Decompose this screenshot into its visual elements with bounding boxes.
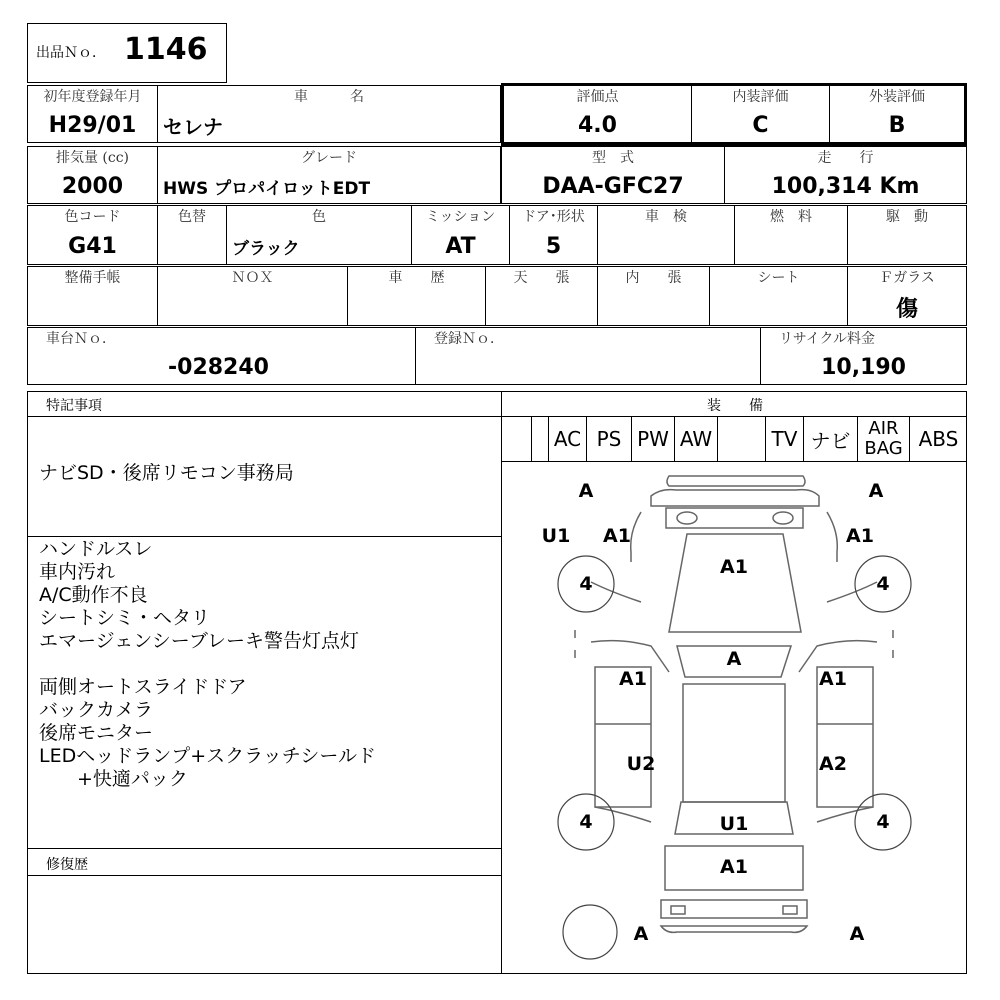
damage-rear-right: A [849,923,865,945]
maintenance-value [28,289,157,325]
model-label: 型 式 [592,150,634,166]
note-line: LEDヘッドランプ+スクラッチシールド [39,745,377,767]
note-line: 車内汚れ [39,561,116,583]
equipment-ps: PS [586,416,631,462]
equipment-pw: PW [631,416,674,462]
history-value [348,289,485,325]
lot-number: 1146 [124,32,208,67]
recycle-cell [760,327,967,385]
front-glass-cell [847,266,967,326]
nox-cell [157,266,348,326]
rear-bumper [661,900,807,918]
color-code-value: G41 [68,233,117,259]
note-line [39,653,376,676]
interior-trim-cell [597,266,710,326]
spare-tire [563,905,617,959]
damage-left-rear-door: U2 [626,753,656,775]
equipment-blank-1 [531,416,548,462]
color-label: 色 [312,209,326,225]
rear-lamp-left [671,906,685,914]
door-value: 5 [545,233,562,259]
registration-label: 登録Ｎｏ． [434,331,504,347]
seat-cell [709,266,848,326]
history-cell [347,266,486,326]
color-change-value [158,228,226,264]
special-notes-list [39,538,376,791]
recycle-value: 10,190 [821,354,906,380]
damage-right-rear-door: A2 [819,753,847,775]
equipment-header [501,391,967,417]
mileage-value: 100,314 Km [771,173,920,199]
model-cell [501,146,725,204]
damage-back-door: A1 [720,856,748,878]
interior-grade-value: C [752,112,769,138]
first-registration-label: 初年度登録年月 [43,89,142,105]
hood [669,534,801,632]
equipment-airbag: AIR BAG [857,416,909,462]
mileage-cell [724,146,967,204]
front-bumper [651,490,819,506]
mission-cell [411,205,510,265]
score-label: 評価点 [576,89,619,105]
registration-value [416,350,760,384]
tire-value-front-right: 4 [876,573,890,595]
damage-left-front-a: A1 [603,525,631,547]
damage-left-front-u: U1 [541,525,571,547]
grade-cell [157,146,501,204]
lot-label: 出品Ｎｏ． [36,45,106,61]
drive-cell [847,205,967,265]
nox-label: ＮＯＸ [231,270,274,286]
drive-value [848,228,966,264]
seat-value [710,289,847,325]
car-name-label: 車 名 [294,89,364,105]
inspection-value [598,228,734,264]
door-label: ドア･形状 [522,209,585,225]
rear-step [661,926,807,932]
color-value: ブラック [232,238,300,259]
drive-label: 駆 動 [886,209,928,225]
equipment-aw: AW [674,416,717,462]
chassis-label: 車台Ｎｏ． [46,331,116,347]
note-line: エマージェンシーブレーキ警告灯点灯 [39,630,360,652]
interior-grade-label: 内装評価 [732,89,789,105]
repair-history-header [27,848,502,876]
equipment-ac: AC [548,416,586,462]
tire-value-rear-right: 4 [876,811,890,833]
equipment-tv: TV [765,416,803,462]
grade-label: グレード [301,150,357,166]
color-code-label: 色コード [64,209,121,225]
tire-value-rear-left: 4 [579,811,593,833]
history-label: 車 歴 [388,270,445,286]
displacement-label: 排気量 (cc) [55,150,130,166]
lot-box [27,23,227,83]
interior-trim-value [598,289,709,325]
roof-label: 天 張 [513,270,570,286]
score-cell [503,85,692,143]
special-notes-first-line: ナビSD・後席リモコン事務局 [39,462,294,484]
damage-left-front-door: A1 [619,668,647,690]
interior-grade-cell [691,85,830,143]
maintenance-label: 整備手帳 [64,270,121,286]
special-notes-label: 特記事項 [46,398,102,414]
exterior-grade-cell [829,85,965,143]
rear-lamp-right [783,906,797,914]
maintenance-cell [27,266,158,326]
note-line: バックカメラ [39,699,154,721]
front-glass-label: Ｆガラス [879,270,935,286]
roof-cell [485,266,598,326]
roof-value [486,289,597,325]
damage-hood: A1 [720,556,748,578]
roof [683,684,785,802]
first-registration-value: H29/01 [48,112,137,138]
equipment-blank-2 [717,416,765,462]
note-line: シートシミ・ヘタリ [39,607,211,629]
color-cell [226,205,412,265]
fuel-cell [734,205,848,265]
door-cell [509,205,598,265]
special-notes-header [27,391,502,417]
damage-windshield: A [726,648,742,670]
note-line: 後席モニター [39,722,154,744]
nox-value [158,289,347,325]
chassis-cell [27,327,416,385]
grille [666,508,803,528]
inspection-cell [597,205,735,265]
equipment-navi: ナビ [803,416,857,462]
fuel-label: 燃 料 [770,209,812,225]
damage-right-front-door: A1 [819,668,847,690]
repair-history-label: 修復歴 [46,857,88,873]
interior-trim-label: 内 張 [625,270,682,286]
displacement-cell [27,146,158,204]
car-name-cell [157,85,501,143]
damage-rear-left: A [633,923,649,945]
color-code-cell [27,205,158,265]
fuel-value [735,228,847,264]
note-line: +快適パック [39,768,188,790]
damage-right-front-a: A1 [846,525,874,547]
score-value: 4.0 [578,112,617,138]
damage-front-left: A [578,480,594,502]
inspection-label: 車 検 [645,209,687,225]
registration-cell [415,327,761,385]
chassis-value: -028240 [168,354,269,380]
color-change-label: 色替 [178,209,206,225]
equipment-abs: ABS [909,416,967,462]
damage-rear-glass: U1 [719,813,749,835]
note-line: 両側オートスライドドア [39,676,247,698]
exterior-grade-value: B [888,112,906,138]
seat-label: シート [757,270,800,286]
special-notes-divider [27,536,502,537]
equipment-label: 装 備 [707,398,763,414]
mileage-label: 走 行 [817,150,874,166]
recycle-label: リサイクル料金 [779,331,876,347]
note-line: ハンドルスレ [39,538,153,560]
front-bumper-top [667,476,805,486]
first-registration-cell [27,85,158,143]
mission-value: AT [445,233,476,259]
headlight-right [773,512,793,524]
car-name-value: セレナ [163,114,223,139]
headlight-left [677,512,697,524]
model-value: DAA-GFC27 [542,173,684,199]
color-change-cell [157,205,227,265]
displacement-value: 2000 [61,173,124,199]
exterior-grade-label: 外装評価 [869,89,925,105]
note-line: A/C動作不良 [39,584,148,606]
tire-value-front-left: 4 [579,573,593,595]
front-glass-value: 傷 [895,295,918,322]
damage-front-right: A [868,480,884,502]
grade-value: HWS プロパイロットEDT [163,178,371,199]
mission-label: ミッション [425,209,496,225]
